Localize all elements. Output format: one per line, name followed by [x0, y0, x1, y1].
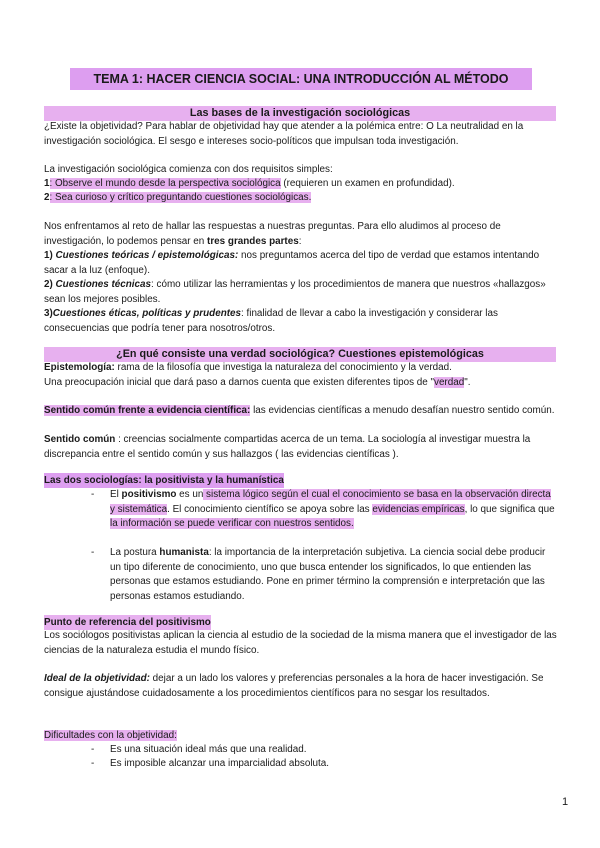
- text-run: Los sociólogos positivistas aplican la ciencia al estudio de la sociedad de la misma manera que el investigador de las ciencias de la naturaleza estudia el mundo físico.: [44, 630, 557, 656]
- text-run: Epistemología:: [44, 362, 115, 373]
- text-run: tres grandes partes: [207, 235, 299, 247]
- text-run: Observe el mundo desde la perspectiva sociológica: [52, 178, 281, 189]
- text-run: El: [110, 489, 122, 500]
- section-heading-bases: Las bases de la investigación sociológicas: [44, 106, 556, 121]
- text-run: . El conocimiento científico se apoya sobre las: [167, 503, 373, 515]
- document-title: TEMA 1: HACER CIENCIA SOCIAL: UNA INTRODUCCIÓN AL MÉTODO: [70, 68, 532, 90]
- text-run: : cómo utilizar las herramientas y los procedimientos de manera que nuestros «hallazgos» sean los mejores posibles.: [44, 279, 546, 305]
- text-run: Cuestiones teóricas / epistemológicas:: [55, 250, 239, 261]
- text-run: : finalidad de llevar a cabo la investigación y considerar las consecuencias que podría tener para nosotros/otros.: [44, 308, 498, 334]
- paragraph-positivist-sociologists: [44, 629, 559, 658]
- paragraph-common-sense-def: [44, 433, 559, 462]
- text-run: La investigación sociológica comienza con dos requisitos simples:: [44, 164, 333, 175]
- text-run: 1): [44, 250, 53, 261]
- text-run: 2: [44, 192, 50, 203]
- text-run: Ideal de la objetividad:: [44, 673, 150, 684]
- part-1: [44, 249, 559, 278]
- list-item-difficulty-2: Es imposible alcanzar una imparcialidad absoluta.: [110, 758, 330, 769]
- part-3: [44, 307, 559, 336]
- bullet-dash: -: [91, 489, 95, 500]
- paragraph-requirements: [44, 163, 559, 178]
- bullet-dash: -: [91, 758, 95, 769]
- bullet-dash: -: [91, 547, 95, 558]
- text-run: 1: [44, 178, 50, 189]
- text-run: es un: [176, 489, 204, 500]
- text-run: positivismo: [121, 489, 177, 500]
- section-heading-verdad: ¿En qué consiste una verdad sociológica? Cuestiones epistemológicas: [44, 347, 556, 362]
- text-run: Una preocupación inicial que dará paso a darnos cuenta que existen diferentes tipos de ": [44, 376, 434, 388]
- text-run: 3): [44, 308, 53, 319]
- text-run: Sentido común: [44, 434, 116, 445]
- list-item-positivism: [110, 488, 558, 532]
- text-run: , lo que significa que: [464, 503, 555, 515]
- paragraph-epistemology: [44, 361, 559, 390]
- list-item-humanism: [110, 546, 558, 604]
- text-run: Cuestiones técnicas: [55, 279, 152, 290]
- text-run: : creencias socialmente compartidas acerca de un tema. La sociología al investigar muestra la discrepancia entre el sentido común y sus hallazgos ( las evidencias científicas ).: [44, 434, 531, 460]
- part-2: [44, 278, 559, 307]
- page-number: 1: [562, 796, 569, 808]
- text-run: ".: [464, 376, 471, 388]
- text-run: : la importancia de la interpretación subjetiva. La ciencia social debe producir un tipo diferente de conocimiento, uno que busca entender los significados, lo que entienden las personas que estamos estudiando. Pone en primer término la comprensión e interpretación que las personas estamos estudiando.: [110, 547, 546, 602]
- text-run: :: [49, 178, 53, 189]
- section-heading-positivism-reference: Punto de referencia del positivismo: [44, 617, 211, 628]
- paragraph-ideal-objectivity: [44, 672, 559, 701]
- text-run: Nos enfrentamos al reto de hallar las respuestas a nuestras preguntas. Para ello aludimos al proceso de investigación, lo podemos pensar en: [44, 221, 501, 247]
- text-run: las evidencias científicas a menudo desafían nuestro sentido común.: [250, 405, 555, 416]
- highlight-run: la información se puede verificar con nuestros sentidos.: [110, 518, 354, 529]
- text-run: ¿Existe la objetividad? Para hablar de objetividad hay que atender a la polémica entre: O La neutralidad en la investigación sociológica. El sesgo e intereses socio-políticos que impulsan toda investigación.: [44, 121, 524, 147]
- text-run: 2): [44, 279, 53, 290]
- highlight-run: evidencias empíricas: [372, 503, 465, 515]
- list-item-difficulty-1: Es una situación ideal más que una realidad.: [110, 744, 307, 755]
- text-run: nos preguntamos acerca del tipo de verdad que estamos intentando sacar a la luz (enfoque).: [44, 250, 540, 276]
- requirement-1: [44, 177, 559, 192]
- paragraph-common-sense: [44, 404, 559, 419]
- highlight-run: verdad: [434, 376, 465, 388]
- section-heading-two-sociologies: Las dos sociologías: la positivista y la humanística: [44, 475, 284, 486]
- paragraph-research-process: [44, 220, 559, 249]
- paragraph-objectivity: [44, 120, 559, 149]
- text-run: humanista: [159, 547, 209, 558]
- difficulties-heading: [44, 729, 559, 744]
- highlight-run: Dificultades con la objetividad:: [44, 730, 177, 741]
- highlight-run: [50, 178, 281, 189]
- text-run: rama de la filosofía que investiga la naturaleza del conocimiento y la verdad.: [114, 362, 452, 373]
- text-run: (requieren un examen en profundidad).: [280, 178, 455, 189]
- bullet-dash: -: [91, 744, 95, 755]
- requirement-2: [44, 191, 559, 206]
- text-run: dejar a un lado los valores y preferencias personales a la hora de hacer investigación. Se consigue ajustándose cuidadosamente a los procedimientos científicos para no sesgar los resultados.: [44, 673, 544, 699]
- highlight-run: Sentido común frente a evidencia científica:: [44, 405, 251, 416]
- highlight-run: : Sea curioso y crítico preguntando cuestiones sociológicas.: [49, 192, 312, 203]
- text-run: Cuestiones éticas, políticas y prudentes: [52, 308, 242, 319]
- text-run: :: [298, 235, 302, 247]
- highlight-run: sistema lógico según el cual el conocimiento se basa en la observación directa y sistemática: [110, 489, 551, 515]
- text-run: La postura: [110, 547, 160, 558]
